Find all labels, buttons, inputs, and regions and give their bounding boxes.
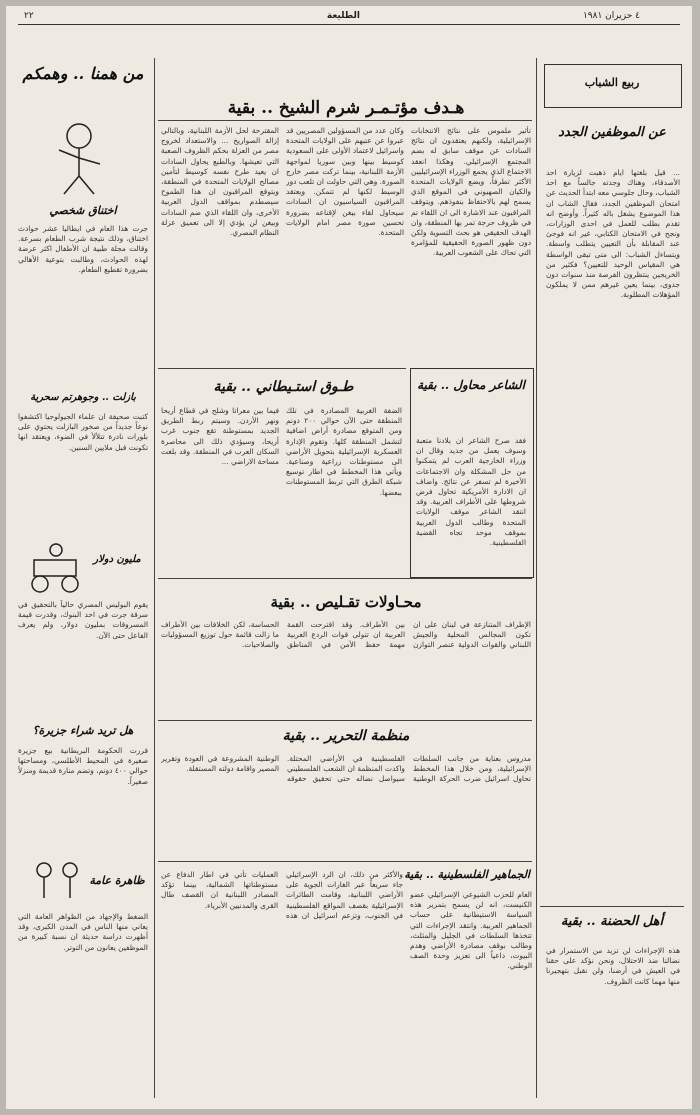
main-column-3: المقترحة لحل الأزمة اللبنانية، وبالتالي إزالة الصواريخ ... والاستعداد لخروج مصر من العزلة بحكم الظروف الصعبة التي تعيشها. وبالطبع يحاول السادات ان يعيد طرح نفسه كوسيط لتأمين مصالح الولايات المتحدة في المنطقة، ويتوقع المراقبون ان هذا الطموح سيصطدم بمواقف الدول العربية الأخرى، وان اللقاء الذي ضم السادات وبيغن لن يؤدي إلا الى تعميق عزلة النظام المصري. [161, 126, 279, 238]
ahl-body: هذه الإجراءات لن تزيد من الاستمرار في نضالنا ضد الاحتلال، ونحن نؤكد على حقنا في العيش في أرضنا، ولن نقبل بتهجيرنا منها مهما كانت الظروف. [546, 946, 680, 986]
page-header [18, 10, 680, 25]
left-item-3-body: قررت الحكومة البريطانية بيع جزيرة صغيرة في المحيط الأطلسي، ومساحتها حوالي ٤٠٠ دونم، وتضم منارة قديمة ومنزلاً صغيراً. [18, 746, 148, 786]
muhawalat-body: الإطراف المتنازعة في لبنان على ان تكون المجالس المحلية والجيش اللبناني والقوات الدولية عنصر التوازن بين الأطراف. وقد اقترحت القمة العربية ان تتولى قوات الردع العربية مهمة حفظ الأمن في المناطق الحساسة، لكن الخلافات بين الأطراف ما زالت قائمة حول توزيع المسؤوليات والصلاحيات. [161, 620, 531, 650]
shabab-title: ربيع الشباب [584, 76, 640, 89]
left-item-4-title: ظاهرة عامة [89, 874, 145, 887]
ahl-top-rule [540, 906, 684, 907]
tawq-top-rule [158, 368, 406, 369]
left-item-1-title: بازلت .. وجوهرتم سحرية [30, 392, 136, 403]
left-item-2-title: مليون دولار [93, 554, 141, 565]
left-masthead: من همنا .. وهمكم [22, 64, 144, 83]
header-publication: الطليعة [326, 11, 360, 21]
left-item-0-body: جرت هذا العام في ايطاليا عشر حوادث اختناق، وذلك نتيجة شرب الطعام بسرعة. وقالت مجلة طبية ان الأطفال اكثر عرضة لهذه الحوادث، وطالبت بتوعية الأهالي بضرورة تقطيع الطعام. [18, 224, 148, 274]
left-item-1-body: كتبت صحيفة ان علماء الجيولوجيا اكتشفوا نوعاً جديداً من صخور البازلت يحتوي على بلورات نادرة تتلألأ في الضوء، ويعتقد انها تكونت قبل ملايين السنين. [18, 412, 148, 452]
left-item-0-title: اختناق شخصي [49, 204, 117, 217]
shair-headline: الشاعر محاول .. بقية [417, 378, 525, 392]
newspaper-page [6, 6, 692, 1109]
jamahir-body: العام للحزب الشيوعي الإسرائيلي عضو الكنيست، انه لن يسمح بتمرير هذه السياسة الاستيطانية على حساب الجماهير العربية. وانتقد الإجراءات التي تتخذها السلطات في الجليل والمثلث، وطالب بوقف مصادرة الأراضي وهدم البيوت، داعياً الى تعزيز وحدة الصف الوطني. [410, 890, 532, 971]
munazzama-body: مدروس بعناية من جانب السلطات الإسرائيلية، ومن خلال هذا المخطط تحاول اسرائيل ضرب الحركة الوطنية الفلسطينية في الأراضي المحتلة. واكدت المنظمة ان الشعب الفلسطيني سيواصل نضاله حتى تحقيق حقوقه الوطنية المشروعة في العودة وتقرير المصير واقامة دولته المستقلة. [161, 754, 531, 784]
muhawalat-headline: محـاولات تقـليص .. بقية [270, 593, 422, 611]
mid-lower-text: والأكثر من ذلك، ان الرد الإسرائيلي جاء سريعاً عبر الغارات الجوية على الأراضي اللبنانية، وقامت الطائرات الإسرائيلية بقصف المواقع الفلسطينية في الجنوب، وتزعم اسرائيل ان هذه العمليات تأتي في اطار الدفاع عن مستوطناتها الشمالية، بينما تؤكد المصادر اللبنانية ان القصف طال القرى والمدنيين الأبرياء. [161, 870, 403, 920]
left-item-2-body: يقوم البوليس المصري حالياً بالتحقيق في سرقة جرت في احد البنوك، وقدرت قيمة المسروقات بمليون دولار، ولم يعرف الفاعل حتى الآن. [18, 600, 148, 640]
left-item-4-body: الضغط والإجهاد من الظواهر العامة التي يعاني منها الناس في المدن الكبرى، وقد أظهرت دراسة حديثة ان نسبة كبيرة من الموظفين يعانون من التوتر. [18, 912, 148, 952]
tawq-column-2: فيما بين معراتا وشلح في قطاع أريحا ونهر الأردن. وسيتم ربط الطريق الجديد بمستوطنة تقع جنوب غرب أريحا، وسيؤدي ذلك الى محاصرة السكان العرب في المنطقة. وقد بلغت مساحة الاراضي ... [161, 406, 279, 467]
munazzama-top-rule [158, 720, 532, 721]
shabab-body: ... قيل بلغتها ايام ذهبت لزيارة احد الأصدقاء، وهناك وجدته جالساً مع احد الشباب، وحال جلوسي معه ابتدأ الحديث عن امتحان الموظفين الجدد، فقال الشاب ان هذا الموضوع يشغل باله كثيراً. وأوضح انه تقدم بطلب للعمل في احدى الوزارات، ونجح في الامتحان الكتابي، غير انه فوجئ عند المقابلة بأن التعيين يتطلب واسطة. ويتساءل الشباب: الى متى تبقى الواسطة هي المقياس الوحيد للتعيين؟ فكثير من الخريجين ينتظرون الفرصة منذ سنوات دون جدوى، بينما يعين غيرهم ممن لا يملكون المؤهلات المطلوبة. [546, 168, 680, 300]
main-column-1: تأثير ملموس على نتائج الانتخابات الإسرائيلية، ولكنهم يعتقدون ان نتائج السادات عن موقف سابق له بضم المجتمع الإسرائيلي. وهكذا انعقد الاجتماع الذي يجمع الوزراء الإسرائيليين الأكثر تطرفاً، ويضع الولايات المتحدة والكيان الصهيوني في الموقع الذي يسمح لهم بالاحتفاظ بنفوذهم. ويتوقف المراقبون عند الاشارة الى ان اللقاء تم في ظروف حرجة تمر بها المنطقة، وان الهدف الحقيقي هو بحث التسوية ولكن دون ظهور الصورة الحقيقية للمؤامرة التي تحاك على الشعوب العربية. [411, 126, 531, 258]
cartoon-people-icon [28, 858, 88, 908]
header-date: ٤ حزيران ١٩٨١ [582, 11, 640, 21]
header-page-number: ٢٢ [24, 11, 34, 21]
left-item-3-title: هل تريد شراء جزيرة؟ [32, 724, 134, 737]
shabab-headline: عن الموظفين الجدد [558, 125, 666, 140]
muhawalat-top-rule [158, 578, 532, 579]
cartoon-cart-icon [26, 540, 86, 594]
jamahir-headline: الجماهير الفلسطينية .. بقية [404, 868, 530, 881]
main-column-2: وكان عدد من المسؤولين المصريين قد عبروا عن عتبهم على الولايات المتحدة واسرائيل لاعتماد الأولى على السعودية كوسيط بينها وبين سوريا لمواجهة الأزمة اللبنانية، بينما تركت مصر خارج الصورة. وهي التي حاولت ان تلعب دور الوسيط لكنها لم تتمكن. ويعتقد المراقبون السياسيون ان السادات سيحاول لقاء بيغن لإقناعه بضرورة تحسين صورة مصر امام الولايات المتحدة. [286, 126, 404, 238]
column-rule-right [536, 58, 537, 1098]
munazzama-headline: منظمة التحرير .. بقية [282, 728, 410, 744]
jamahir-top-rule [158, 861, 532, 862]
cartoon-figure-icon [34, 118, 124, 198]
tawq-headline: طـوق استـيطاني .. بقية [213, 379, 354, 395]
tawq-column-1: الضفة الغربية المصادرة في تلك المنطقة حتى الآن حوالي ٢٠٠ دونم ومن المتوقع مصادرة أراض اضافية لتشمل المنطقة كلها. وتقوم الإدارة العسكرية الإسرائيلية بتحويل الأراضي الى مستوطنات زراعية وصناعية. ويأتي هذا المخطط في اطار توسيع شبكة الطرق التي تربط المستوطنات ببعضها. [286, 406, 402, 497]
main-headline-rule [158, 120, 532, 121]
ahl-headline: أهل الحضنة .. بقية [560, 914, 664, 929]
column-rule-left [154, 58, 155, 1098]
main-headline: هـدف مؤتـمـر شرم الشيخ .. بقية [227, 98, 465, 118]
shair-body: فقد صرح الشاعر ان بلادنا متعبة وسوف يعمل من جديد وقال ان وزراء الخارجية العرب لم يتمكنوا من حل المشكلة وان الاجتماعات الأخيرة لم تسفر عن نتائج. واضاف ان الادارة الأمريكية تحاول فرض شروطها على الأطراف العربية. وقد انتقد الشاعر موقف الولايات المتحدة وطالب الدول العربية بموقف موحد تجاه القضية الفلسطينية. [416, 436, 526, 548]
